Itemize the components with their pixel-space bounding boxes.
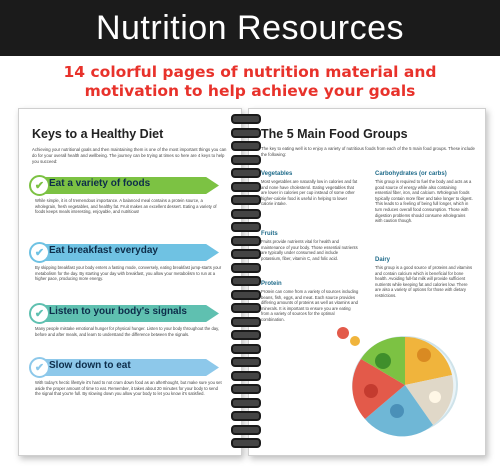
tip-label: Slow down to eat [49,360,131,371]
tip-body: While simple, it is of tremendous importance. A balanced meal contains a protein source, a wholegrain, fresh vegetables, and healthy fat. Fruit makes an excellent dessert. Eating a variety of foods keeps meals interesting, enjoyable, and nutritious! [35,198,217,215]
food-group-dairy [375,257,473,299]
spiral-ring [231,357,261,367]
food-group-carbohydrates [375,171,473,224]
subtitle-line-2: motivation to help achieve your goals [84,82,416,100]
spiral-ring [231,411,261,421]
spiral-ring [231,384,261,394]
left-page [18,108,242,456]
food-group-name: Protein [261,281,282,287]
food-group-name: Dairy [375,257,391,263]
spiral-ring [231,222,261,232]
food-group-body: Protein can come from a variety of sources including beans, fish, eggs, and meat. Each source provides differing amounts of proteins as well as vitamins and minerals. It is important to ensure you are eating from a variety of sources for the optimal combination. [261,289,359,322]
spiral-ring [231,249,261,259]
spiral-ring [231,371,261,381]
header-banner [0,0,500,56]
spiral-ring [231,209,261,219]
spiral-ring [231,236,261,246]
spiral-ring [231,317,261,327]
spiral-ring [231,182,261,192]
right-page [248,108,486,456]
tip-signals [29,305,227,337]
tip-body: With today's hectic lifestyle it's hard to not cram down food as an afterthought, but make sure you set aside the proper amount of time to eat. Remember, it takes about 20 minutes for your body to send the signal that you're full. By slowing down you allow your body to let you know it's satisfied. [35,380,222,397]
check-icon: ✔ [29,303,50,324]
food-group-body: Fruits provide nutrients vital for health and maintenance of your body. Those essential nutrients are typically under consumed and include potassium, fiber, vitamin C, and folic acid. [261,239,358,261]
spiral-ring [231,141,261,151]
tip-body: Many people mistake emotional hunger for physical hunger. Listen to your body throughout the day, before and after meals, and learn to understand the difference between the signals. [35,326,220,337]
food-group-body: This group is required to fuel the body and acts as a good source of energy while also containing essential fiber, iron, and calcium. Wholegrain foods typically contain more fiber and take longer to digest. This leads to a feeling of being full longer, which in turn reduces overall food consumption. Those with digestion problems should consume wholegrains with caution though. [375,179,473,224]
spiral-ring [231,425,261,435]
food-group-name: Fruits [261,231,278,237]
spiral-ring [231,263,261,273]
spiral-ring [231,276,261,286]
tip-variety [29,177,227,215]
subtitle [0,63,500,101]
tip-label: Eat breakfast everyday [49,245,158,256]
tip-label: Listen to your body's signals [49,306,187,317]
check-icon: ✔ [29,175,50,196]
food-plate-illustration [325,319,467,437]
food-group-body: This group is a good source of proteins and vitamins and contain calcium which is beneficial for bone health. Avoiding full-fat milk will provide sufficient nutrients while keeping fat and calories low. There are also a variety of options for those with dietary restrictions. [375,265,473,298]
food-group-protein [261,281,359,323]
food-group-fruits [261,231,359,261]
left-page-intro: Achieving your nutritional goals and then maintaining them is one of the most important things you can do for your overall health and wellbeing. The journey can be trying at times so here are 4 keys to help you succeed: [32,147,227,164]
tip-breakfast [29,244,227,282]
spiral-ring [231,290,261,300]
food-group-vegetables [261,171,359,207]
subtitle-line-1: 14 colorful pages of nutrition material and [63,63,437,81]
spiral-booklet [18,108,484,458]
food-group-name: Vegetables [261,171,293,177]
check-icon: ✔ [29,242,50,263]
spiral-ring [231,195,261,205]
spiral-binding [231,114,257,454]
spiral-ring [231,303,261,313]
food-group-name: Carbohydrates (or carbs) [375,171,447,177]
spiral-ring [231,128,261,138]
check-icon: ✔ [29,357,50,378]
tip-body: By skipping breakfast your body enters a fasting mode, conversely, eating breakfast jump-starts your metabolism for the day. By starting your day with breakfast, you allow your metabolism to run at a higher pace, producing more energy. [35,265,222,282]
right-page-intro: The key to eating well is to enjoy a variety of nutritious foods from each of the 5 main food groups. These include the following: [261,146,475,157]
food-group-body: Most vegetables are naturally low in calories and fat and none have cholesterol. Eating vegetables that are lower in calories per cup instead of some other higher-calorie food is useful in helping to lower calorie intake. [261,179,358,207]
spiral-ring [231,330,261,340]
tip-label: Eat a variety of foods [49,178,151,189]
right-page-title: The 5 Main Food Groups [261,127,408,141]
page-title: Nutrition Resources [95,8,405,47]
tip-slow-down [29,359,227,397]
spiral-ring [231,438,261,448]
spiral-ring [231,398,261,408]
left-page-title: Keys to a Healthy Diet [32,127,164,141]
spiral-ring [231,344,261,354]
spiral-ring [231,155,261,165]
spiral-ring [231,114,261,124]
spiral-ring [231,168,261,178]
